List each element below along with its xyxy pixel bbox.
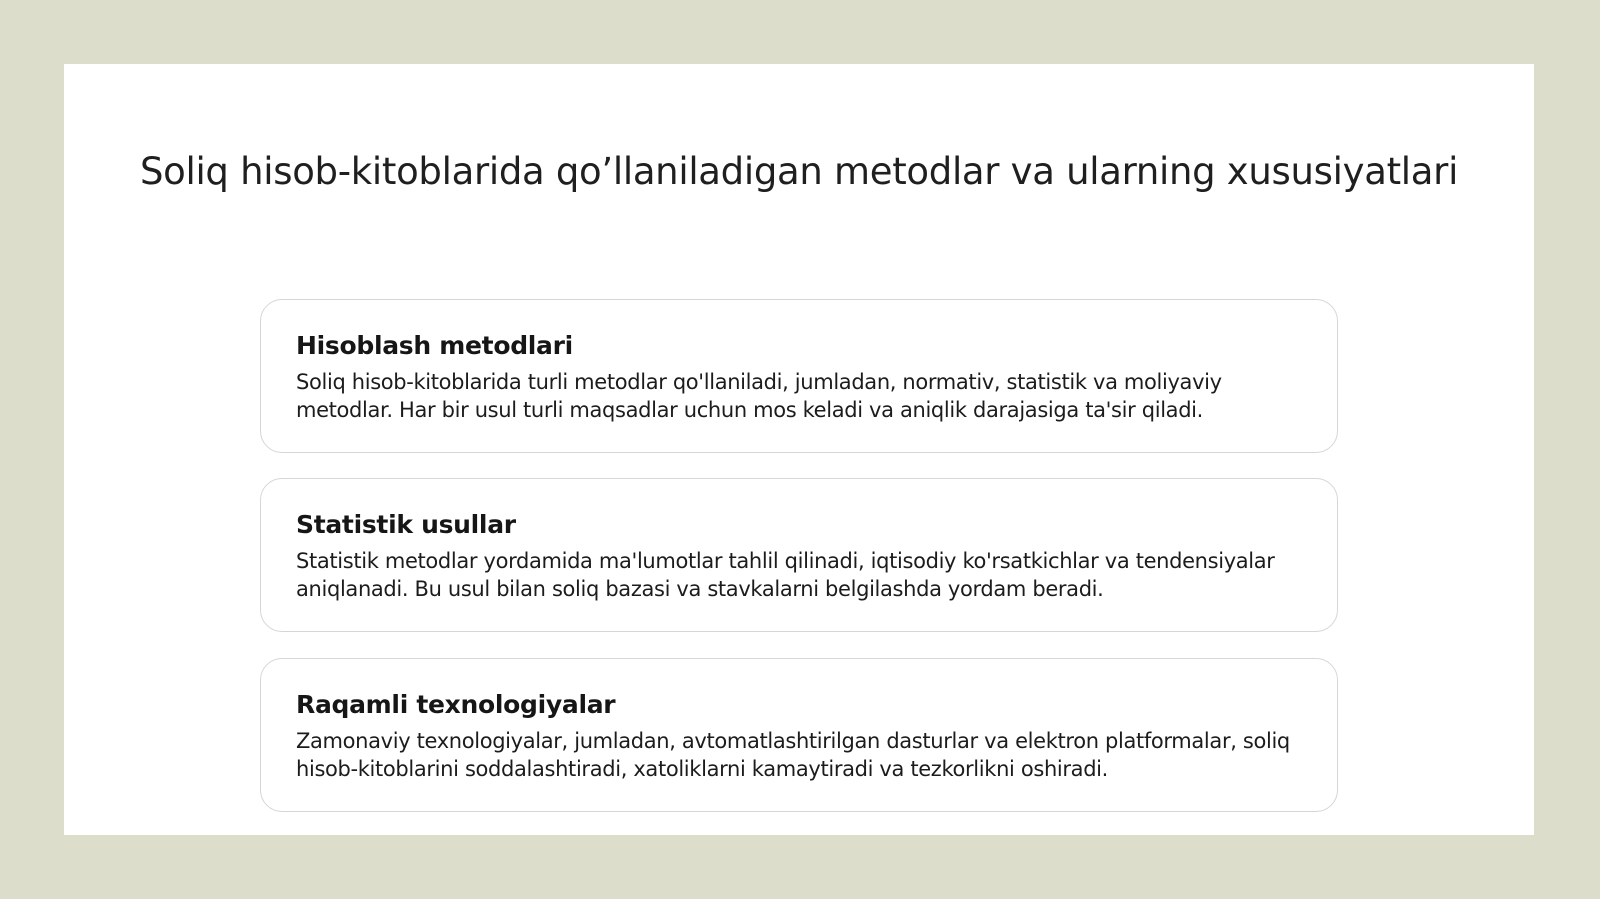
card-text: Statistik metodlar yordamida ma'lumotlar tahlil qilinadi, iqtisodiy ko'rsatkichlar va tendensiyalar aniqlanadi. Bu usul bilan soliq bazasi va stavkalarni belgilashda yordam beradi. (296, 549, 1275, 601)
card-text: Soliq hisob-kitoblarida turli metodlar qo'llaniladi, jumladan, normativ, statistik va moliyaviy metodlar. Har bir usul turli maqsadlar uchun mos keladi va aniqlik darajasiga ta'sir qiladi. (296, 370, 1222, 422)
card-statistik-usullar (260, 478, 1338, 632)
card-hisoblash-metodlari (260, 299, 1338, 453)
slide (64, 64, 1534, 835)
slide-title: Soliq hisob-kitoblarida qo’llaniladigan metodlar va ularning xususiyatlari (139, 150, 1459, 193)
card-heading: Raqamli texnologiyalar (296, 690, 616, 719)
card-heading: Hisoblash metodlari (296, 331, 573, 360)
card-raqamli-texnologiyalar (260, 658, 1338, 812)
card-text: Zamonaviy texnologiyalar, jumladan, avtomatlashtirilgan dasturlar va elektron platformalar, soliq hisob-kitoblarini soddalashtiradi, xatoliklarni kamaytiradi va tezkorlikni oshiradi. (296, 729, 1290, 781)
card-heading: Statistik usullar (296, 510, 516, 539)
